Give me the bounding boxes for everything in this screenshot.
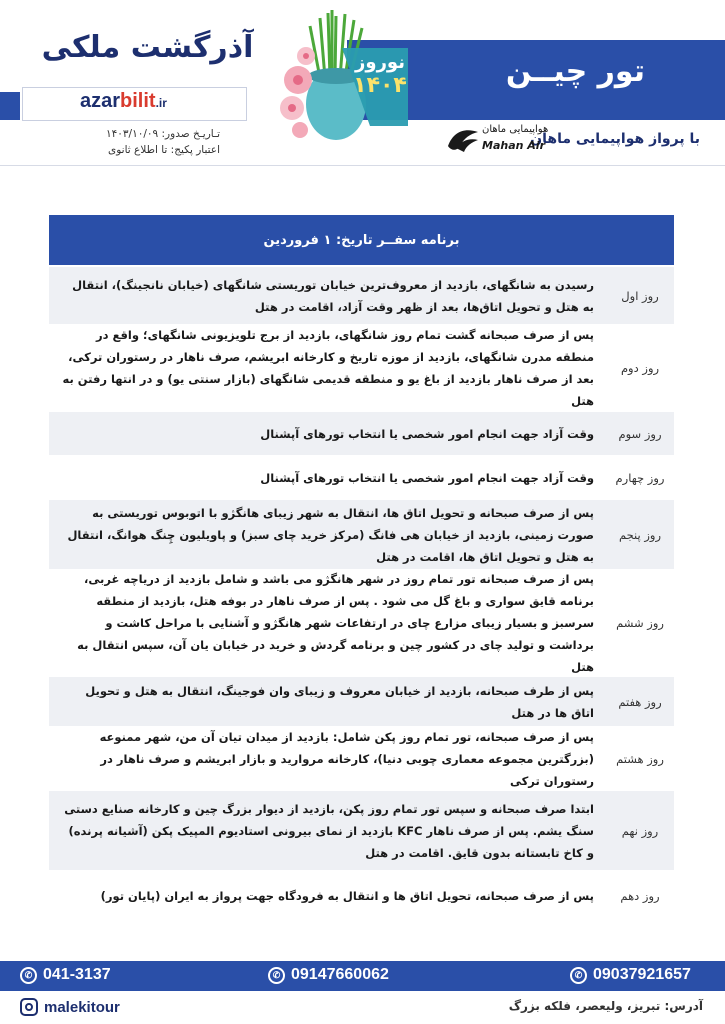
instagram-link[interactable] [20,998,120,1016]
day-description: ابتدا صرف صبحانه و سپس تور تمام روز پکن، بازدید از دیوار بزرگ چین و کارخانه صنایع دستی سنگ یشم. پس از صرف ناهار KFC بازدید از نمای بیرونی استادیوم المپیک پکن (آشیانه پرنده) و کاخ تابستانه بدون قایق. اقامت در هتل [64,801,594,860]
phone-whatsapp-1[interactable] [268,966,389,984]
whatsapp-icon: ✆ [570,967,587,984]
day-label: روز ششم [616,616,664,630]
day-description: پس از طرف صبحانه، بازدید از خیابان معروف و زیبای وان فوجینگ، انتقال به هتل و تحویل اتاق ها در هتل [85,683,594,720]
phone-whatsapp-2-number: 09037921657 [593,966,691,983]
page-header [0,0,725,165]
nowruz-year: ۱۴۰۴ [353,73,407,98]
table-row [49,727,674,791]
nowruz-word: نوروز [355,52,405,73]
instagram-icon [20,998,38,1016]
phone-icon: ✆ [20,967,37,984]
site-suffix: .ir [155,96,167,110]
day-description: پس از صرف صبحانه، تحویل اتاق ها و انتقال به فرودگاه جهت پرواز به ایران (پایان تور) [100,888,594,903]
phone-whatsapp-1-number: 09147660062 [291,966,389,983]
table-row [49,456,674,500]
day-label: روز پنجم [618,527,662,542]
table-row [49,412,674,456]
day-label: روز هشتم [616,751,664,766]
table-row [49,325,674,412]
instagram-handle: malekitour [44,998,120,1016]
day-description: وقت آزاد جهت انجام امور شخصی یا انتخاب تورهای آپشنال [260,426,594,441]
site-link[interactable] [80,90,167,113]
issue-date: تـاریـخ صدور: ۱۴۰۳/۱۰/۰۹ [105,128,220,140]
table-row [49,267,674,325]
site-main: azar [80,90,121,112]
day-description: رسیدن به شانگهای، بازدید از معروف‌ترین خیابان توریستی شانگهای (خیابان نانجینگ)، انتقال به هتل و تحویل اتاق‌ها، بعد از ظهر وقت آزاد، اقامت در هتل [72,277,594,314]
day-label: روز سوم [618,426,662,441]
header-blue-accent [0,92,20,120]
day-description: پس از صرف صبحانه و تحویل اتاق ها، انتقال به شهر زیبای هانگژو با اتوبوس توریستی به صورت زمینی، بازدید از خیابان هی فانگ (مرکز خرید چای سبز) و پاویلیون چِنگ هوانگ، انتقال به هتل و تحویل اتاق ها، اقامت در هتل [67,505,594,564]
day-label: روز اول [621,288,659,303]
flight-line: با پرواز هواپیمایی ماهان [530,131,700,147]
address: آدرس: تبریز، ولیعصر، فلکه بزرگ [508,999,703,1013]
airline-name-fa: هواپیمایی ماهان [482,124,549,135]
day-description: پس از صرف صبحانه تور تمام روز در شهر هانگژو می باشد و شامل بازدید از دریاچه غربی، برنامه قایق سواری و باغ گل می شود . پس از صرف ناهار در بوفه هتل، بازدید از منطقه سرسبز و بسیار زیبای مزارع چای در ارتفاعات شهر هانگژو و آشنایی با مراحل کاشت و برداشت و تولید چای در کشور چین و برنامه گردش و خرید در خیابان یان آن، سپس انتقال به هتل [77,572,594,674]
table-row [49,871,674,921]
day-description: پس از صرف صبحانه، تور تمام روز پکن شامل: بازدید از میدان تیان آن من، شهر ممنوعه (بزرگترین مجموعه معماری چوبی دنیا)، کارخانه مروارید و بازار ابریشم و صرف ناهار در رستوران ترکی [99,729,594,788]
airline-name-en: Mahan Air [482,139,545,152]
package-validity: اعتبار پکیج: تا اطلاع ثانوی [108,144,220,156]
footer-contact-bar [0,961,725,991]
table-row [49,677,674,727]
table-row [49,570,674,677]
schedule-table [49,215,674,921]
header-divider [0,165,725,166]
whatsapp-icon: ✆ [268,967,285,984]
table-row [49,791,674,871]
nowruz-badge [345,52,415,98]
phone-landline-number: 041-3137 [43,966,111,983]
day-label: روز هفتم [618,694,662,709]
day-description: پس از صرف صبحانه گشت تمام روز شانگهای، بازدید از برج تلویزیونی شانگهای؛ واقع در منطقه مدرن شانگهای، بازدید از موزه تاریخ و کارخانه ابریشم، صرف ناهار در رستوران ترکی، بعد از صرف ناهار بازدید از باغ یو و منطقه قدیمی شانگهای (بازار سنتی یو) و در انتها رفتن به هتل [62,328,594,408]
schedule-title: برنامه سفــر تاریخ: ۱ فروردین [49,215,674,267]
brand-title: آذرگشت ملکی [41,30,254,65]
phone-landline[interactable] [20,966,111,984]
site-accent: bilit [120,90,156,112]
day-description: وقت آزاد جهت انجام امور شخصی یا انتخاب تورهای آپشنال [260,470,594,485]
day-label: روز چهارم [615,470,665,485]
day-label: روز دهم [620,888,660,903]
tour-title: تور چیــن [505,54,645,89]
mahan-air-logo-icon [446,126,480,154]
table-row [49,500,674,570]
day-label: روز نهم [621,823,659,838]
phone-whatsapp-2[interactable] [570,966,691,984]
day-label: روز دوم [620,361,660,375]
